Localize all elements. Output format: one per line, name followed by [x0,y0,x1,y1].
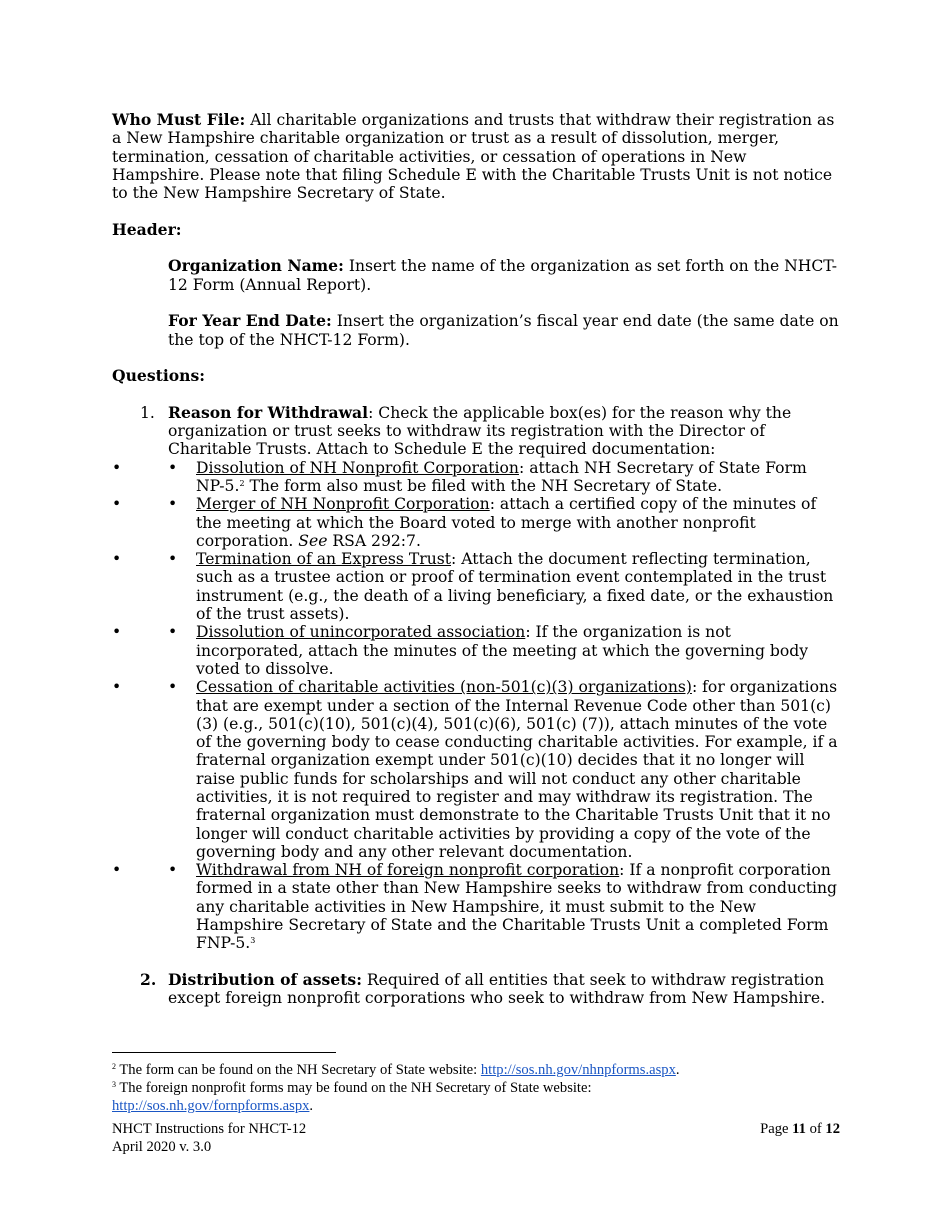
list-item: • • Cessation of charitable activities (non-501(c)(3) organizations): for organizations that are exempt under a section of the Internal Revenue Code other than 501(c)(3) (e.g., 501(c)(10), 501(c)(4), 501(c)(6), 501(c) (7)), attach minutes of the vote of the governing body to cease conducting charitable activities. For example, if a fraternal organization exempt under 501(c)(10) decides that it no longer will raise public funds for scholarships and will not conduct any other charitable activities, it is not required to register and may withdraw its registration. The fraternal organization must demonstrate to the Charitable Trusts Unit that it no longer will conduct charitable activities by providing a copy of the vote of the governing body and any other relevant documentation. [112,678,840,861]
bullet-icon: • • [168,861,178,880]
question-1-text: Reason for Withdrawal: Check the applicable box(es) for the reason why the organization or trust seeks to withdraw its registration with the Director of Charitable Trusts. Attach to Schedule E the required documentation: [168,402,792,459]
questions-list [112,404,840,1008]
who-must-file-text: All charitable organizations and trusts that withdraw their registration as a New Hampshire charitable organization or trust as a result of dissolution, merger, termination, cessation of charitable activities, or cessation of operations in New Hampshire. Please note that filing Schedule E with the Charitable Trusts Unit is not notice to the New Hampshire Secretary of State. [112,111,835,203]
org-name-label: Organization Name: [168,256,344,276]
document-body [112,111,840,1008]
bullet-icon: • • [168,550,178,569]
footnote-ref[interactable]: 2 [239,478,245,488]
page-number: Page 11 of 12 [760,1121,840,1137]
question-2-number: 2. [140,969,157,989]
list-item: • • Merger of NH Nonprofit Corporation: attach a certified copy of the minutes of the meeting at which the Board voted to merge with another nonprofit corporation. See RSA 292:7. [112,495,840,550]
footnote-ref[interactable]: 3 [250,936,256,946]
fornpforms-link[interactable]: http://sos.nh.gov/fornpforms.aspx [112,1098,310,1114]
year-end-text: Insert the organization’s fiscal year end date (the same date on the top of the NHCT-12 Form). [168,312,839,349]
footnote-divider [112,1052,840,1061]
withdrawal-reasons-list [112,459,840,953]
org-name-text: Insert the name of the organization as set forth on the NHCT-12 Form (Annual Report). [168,257,837,294]
nhnpforms-link[interactable]: http://sos.nh.gov/nhnpforms.aspx [480,1062,676,1078]
footnotes [112,1052,840,1115]
bullet-icon: • • [168,623,178,642]
who-must-file-label: Who Must File: [112,110,246,129]
list-item: • • Dissolution of unincorporated association: If the organization is not incorporated, attach the minutes of the meeting at which the governing body voted to dissolve. [112,623,840,678]
list-item: • • Termination of an Express Trust: Attach the document reflecting termination, such as a trustee action or proof of termination event contemplated in the trust instrument (e.g., the death of a living beneficiary, a fixed date, or the exhaustion of the trust assets). [112,550,840,623]
question-2 [112,971,840,1008]
question-1-title: Reason for Withdrawal [168,402,369,422]
page-footer [112,1120,840,1156]
footnote-2: $^2$ The form can be found on the NH Secretary of State website: http://sos.nh.gov/nhnpforms.aspx. [112,1062,680,1078]
footer-doc-title: NHCT Instructions for NHCT-12 [112,1121,307,1137]
year-end-paragraph [168,312,840,349]
footer-version: April 2020 v. 3.0 [112,1139,212,1155]
question-2-title: Distribution of assets: [168,969,362,989]
question-2-text: Distribution of assets: Required of all entities that seek to withdraw registration except foreign nonprofit corporations who seek to withdraw from New Hampshire. [168,969,826,1008]
bullet-icon: • • [168,495,178,514]
list-item: • • Dissolution of NH Nonprofit Corporation: attach NH Secretary of State Form NP-5.$^2$ The form also must be filed with the NH Secretary of State. [112,459,840,496]
header-heading: Header: [112,219,182,239]
who-must-file-paragraph [112,111,840,202]
bullet-icon: • • [168,458,178,477]
year-end-label: For Year End Date: [168,311,332,331]
footnote-3: $^3$ The foreign nonprofit forms may be found on the NH Secretary of State website: http://sos.nh.gov/fornpforms.aspx. [112,1080,592,1114]
list-item: • • Withdrawal from NH of foreign nonprofit corporation: If a nonprofit corporation formed in a state other than New Hampshire seeks to withdraw from conducting any charitable activities in New Hampshire, it must submit to the New Hampshire Secretary of State and the Charitable Trusts Unit a completed Form FNP-5.$^3$ [112,861,840,952]
question-1 [112,404,840,953]
org-name-paragraph [168,257,840,294]
bullet-icon: • • [168,678,178,697]
question-1-number: 1. [140,403,155,422]
questions-heading: Questions: [112,366,206,386]
